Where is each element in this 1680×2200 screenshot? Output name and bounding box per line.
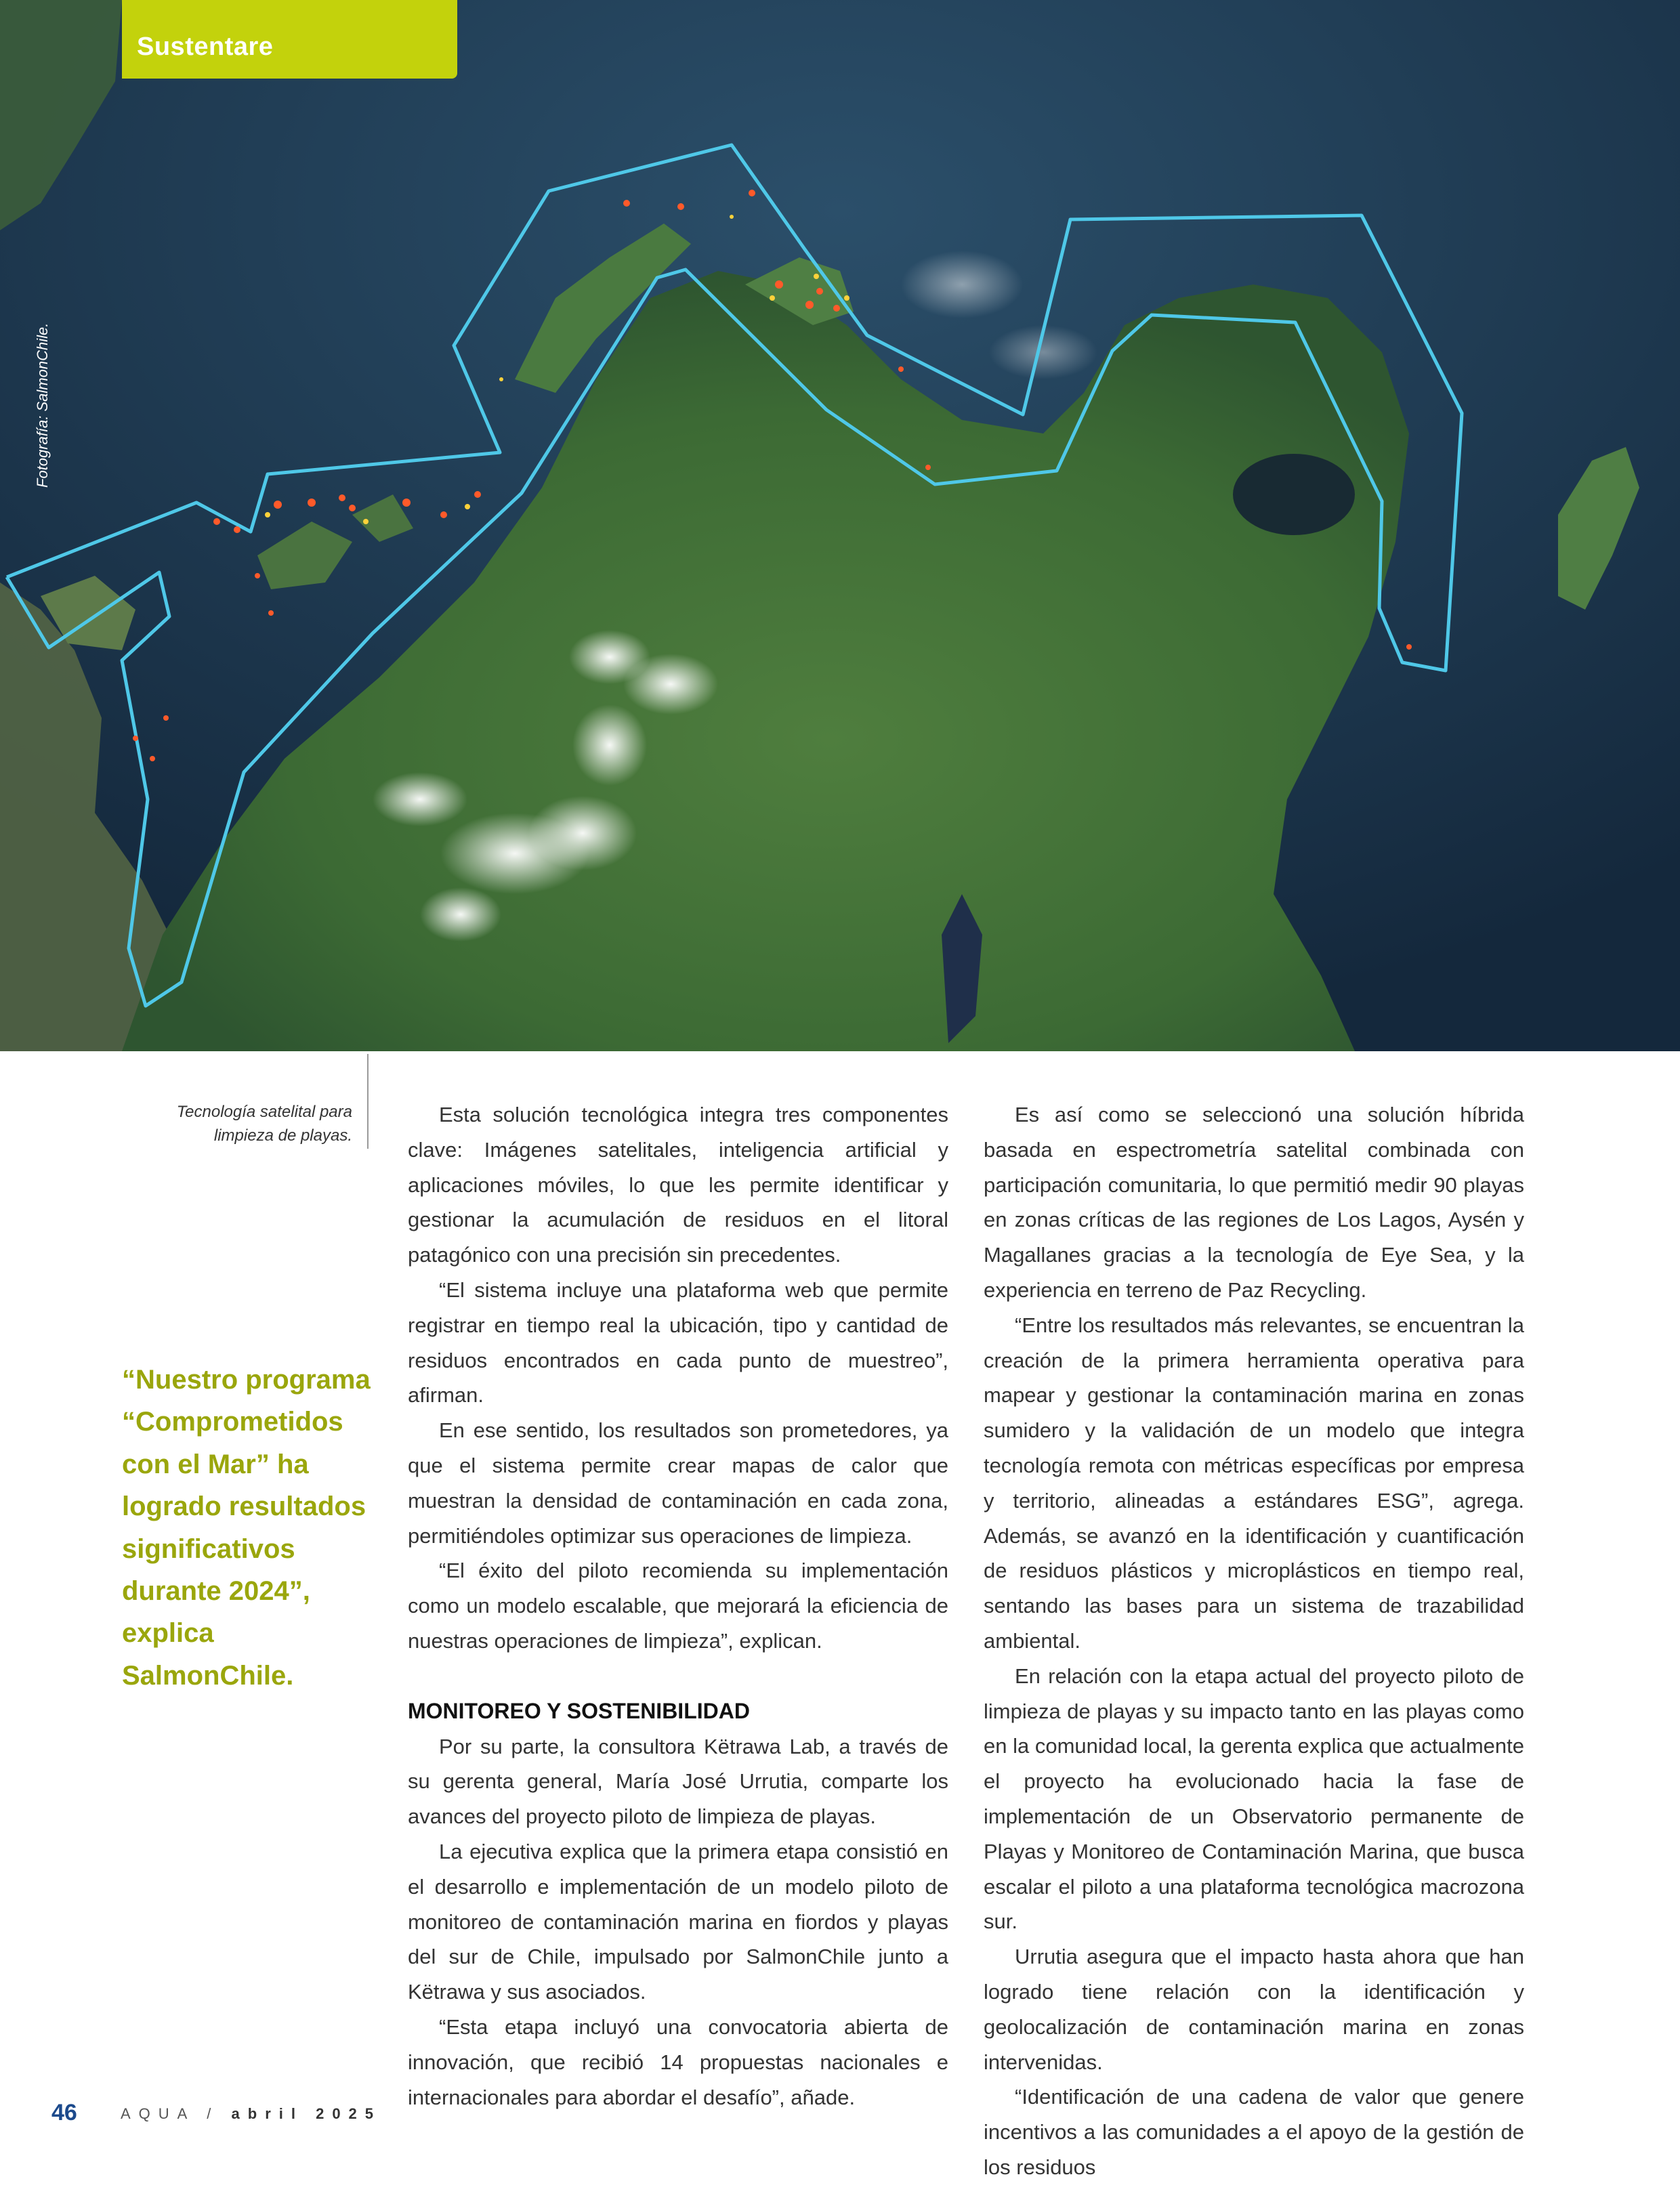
page-number: 46 <box>51 2100 77 2125</box>
satellite-map <box>0 0 1680 1051</box>
paragraph: Es así como se seleccionó una solución híbrida basada en espectrometría satelital combinada con participación comunitaria, lo que permitió medir 90 playas en zonas críticas de las regiones de Los Lagos, Aysén y Magallanes gracias a la tecnología de Eye Sea, y la experiencia en terreno de Paz Recycling. <box>984 1103 1524 1302</box>
pull-quote: “Nuestro programa “Comprometidos con el Mar” ha logrado resultados significativos durante 2024”, explica SalmonChile. <box>122 1365 371 1691</box>
paragraph: En relación con la etapa actual del proyecto piloto de limpieza de playas y su impacto tanto en las playas como en la comunidad local, la gerenta explica que actualmente el proyecto ha evolucionado hacia la fase de implementación de un Observatorio permanente de Playas y Monitoreo de Contaminación Marina, que busca escalar el piloto a una plataforma tecnológica macrozona sur. <box>984 1664 1524 1934</box>
paragraph: “Identificación de una cadena de valor que genere incentivos a las comunidades a el apoyo de la gestión de los residuos <box>984 2085 1524 2179</box>
photo-credit: Fotografía: SalmonChile. <box>34 322 51 488</box>
article-column-1 <box>408 1097 948 2115</box>
photo-caption: Tecnología satelital para limpieza de playas. <box>176 1103 352 1145</box>
paragraph: La ejecutiva explica que la primera etapa consistió en el desarrollo e implementación de un modelo piloto de monitoreo de contaminación marina en fiordos y playas del sur de Chile, impulsado por SalmonChile junto a Këtrawa y sus asociados. <box>408 1839 948 2004</box>
issue-date: abril 2025 <box>231 2105 382 2122</box>
section-tag <box>122 0 457 79</box>
caption-divider <box>367 1054 369 1149</box>
paragraph: “El éxito del piloto recomienda su implementación como un modelo escalable, que mejorará la eficiencia de nuestras operaciones de limpieza”, explican. <box>408 1559 948 1653</box>
paragraph: “El sistema incluye una plataforma web que permite registrar en tiempo real la ubicación, tipo y cantidad de residuos encontrados en cada punto de muestreo”, afirman. <box>408 1277 948 1408</box>
satellite-photo <box>0 0 1680 1051</box>
section-subheading: MONITOREO Y SOSTENIBILIDAD <box>408 1698 750 1723</box>
paragraph: “Esta etapa incluyó una convocatoria abierta de innovación, que recibió 14 propuestas nacionales e internacionales para abordar el desafío”, añade. <box>408 2014 948 2109</box>
paragraph: Urrutia asegura que el impacto hasta ahora que han logrado tiene relación con la identificación y geolocalización de contaminación marina en zonas intervenidas. <box>984 1945 1524 2074</box>
paragraph: En ese sentido, los resultados son prometedores, ya que el sistema permite crear mapas de calor que muestran la densidad de contaminación en cada zona, permitiéndoles optimizar sus operaciones de limpieza. <box>408 1418 948 1548</box>
paragraph: Esta solución tecnológica integra tres componentes clave: Imágenes satelitales, inteligencia artificial y aplicaciones móviles, lo que les permite identificar y gestionar la acumulación de residuos en el litoral patagónico con una precisión sin precedentes. <box>408 1103 948 1267</box>
paragraph: Por su parte, la consultora Këtrawa Lab, a través de su gerenta general, María José Urrutia, comparte los avances del proyecto piloto de limpieza de playas. <box>408 1734 948 1829</box>
footer-separator: / <box>207 2105 219 2122</box>
paragraph: “Entre los resultados más relevantes, se encuentran la creación de la primera herramienta operativa para mapear y gestionar la contaminación marina en zonas sumidero y la validación de un modelo que integra tecnología remota con métricas específicas por empresa y territorio, alineadas a estándares ESG”, agrega. Además, se avanzó en la identificación y cuantificación de residuos plásticos y microplásticos en tiempo real, sentando las bases para un sistema de trazabilidad ambiental. <box>984 1313 1524 1653</box>
magazine-footer <box>121 2105 381 2123</box>
article-column-2 <box>984 1097 1524 2185</box>
section-label: Sustentare <box>137 33 274 61</box>
magazine-name: AQUA <box>121 2105 195 2122</box>
